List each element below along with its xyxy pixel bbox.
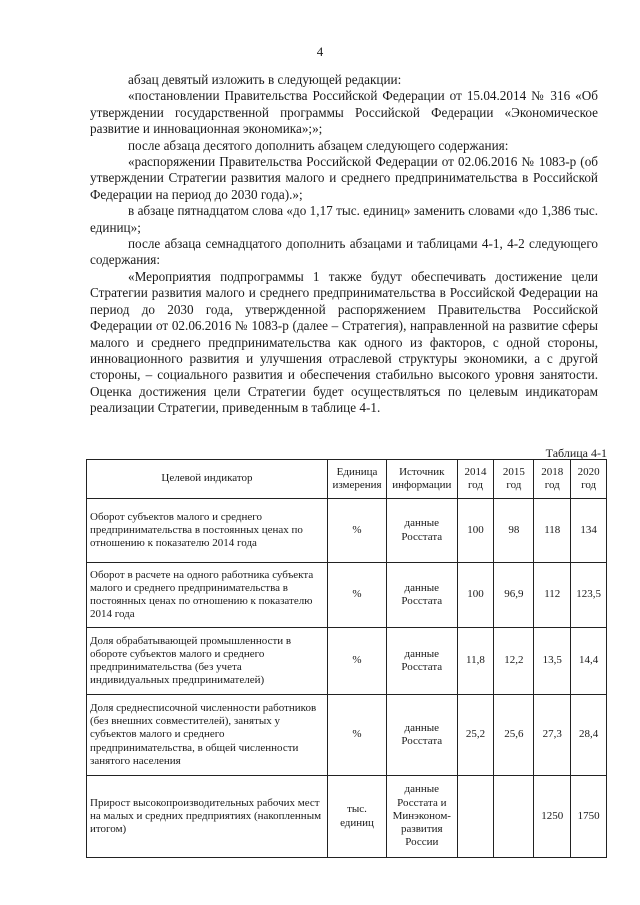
table-row <box>87 563 607 628</box>
cell-2014: 100 <box>457 563 494 628</box>
cell-unit: тыс. единиц <box>327 776 386 858</box>
cell-source: данные Росстата <box>387 563 458 628</box>
cell-unit: % <box>327 499 386 563</box>
header-2018: 2018 год <box>534 460 571 499</box>
paragraph: в абзаце пятнадцатом слова «до 1,17 тыс. единиц» заменить словами «до 1,386 тыс. единиц»; <box>90 203 598 235</box>
table-row <box>87 628 607 695</box>
header-indicator: Целевой индикатор <box>87 460 328 499</box>
cell-indicator: Доля обрабатывающей промышленности в обороте субъектов малого и среднего предпринимательства (без учета индивидуальных предпринимателей) <box>87 628 328 695</box>
cell-2014: 25,2 <box>457 695 494 776</box>
cell-source: данные Росстата <box>387 628 458 695</box>
cell-2015: 12,2 <box>494 628 534 695</box>
table-row <box>87 776 607 858</box>
cell-unit: % <box>327 563 386 628</box>
header-unit: Единица измерения <box>327 460 386 499</box>
table-header-row <box>87 460 607 499</box>
table-row <box>87 695 607 776</box>
paragraph: после абзаца десятого дополнить абзацем следующего содержания: <box>128 137 509 153</box>
cell-2020: 14,4 <box>571 628 607 695</box>
cell-2015: 25,6 <box>494 695 534 776</box>
header-source: Источник информации <box>387 460 458 499</box>
cell-2014: 11,8 <box>457 628 494 695</box>
header-2015: 2015 год <box>494 460 534 499</box>
paragraph: «Мероприятия подпрограммы 1 также будут обеспечивать достижение цели Стратегии развития малого и среднего предпринимательства в Российской Федерации на период до 2030 года, утвержденной распоряжением Правительства Российской Федерации от 02.06.2016 № 1083-р (далее – Стратегия), направленной на развитие сферы малого и среднего предпринимательства как одного из факторов, с одной стороны, инновационного развития и улучшения отраслевой структуры экономики, а с другой стороны, – социального развития и обеспечения стабильно высокого уровня занятости. Оценка достижения цели Стратегии будет осуществляться по целевым индикаторам реализации Стратегии, приведенным в таблице 4-1. <box>90 268 598 416</box>
header-2020: 2020 год <box>571 460 607 499</box>
cell-indicator: Оборот субъектов малого и среднего предпринимательства в постоянных ценах по отношению к показателю 2014 года <box>87 499 328 563</box>
table-row <box>87 499 607 563</box>
cell-2020: 123,5 <box>571 563 607 628</box>
paragraph: «постановлении Правительства Российской Федерации от 15.04.2014 № 316 «Об утверждении государственной программы Российской Федерации «Экономическое развитие и инновационная экономика»;»; <box>90 88 598 137</box>
header-2014: 2014 год <box>457 460 494 499</box>
cell-2014: 100 <box>457 499 494 563</box>
cell-2015: 98 <box>494 499 534 563</box>
cell-unit: % <box>327 628 386 695</box>
cell-2018: 1250 <box>534 776 571 858</box>
cell-source: данные Росстата <box>387 499 458 563</box>
paragraph: после абзаца семнадцатого дополнить абзацами и таблицами 4-1, 4-2 следующего содержания: <box>90 236 598 268</box>
cell-2014 <box>457 776 494 858</box>
cell-2018: 112 <box>534 563 571 628</box>
cell-2018: 13,5 <box>534 628 571 695</box>
paragraph: «распоряжении Правительства Российской Федерации от 02.06.2016 № 1083-р (об утверждении Стратегии развития малого и среднего предпринимательства в Российской Федерации на период до 2030 года).»; <box>90 154 598 202</box>
paragraph: абзац девятый изложить в следующей редакции: <box>128 72 402 87</box>
page-number: 4 <box>316 44 324 59</box>
cell-source: данные Росстата и Минэконом-развития России <box>387 776 458 858</box>
cell-2018: 27,3 <box>534 695 571 776</box>
table-caption: Таблица 4-1 <box>545 446 607 460</box>
cell-source: данные Росстата <box>387 695 458 776</box>
cell-indicator: Прирост высокопроизводительных рабочих мест на малых и средних предприятиях (накопленным итогом) <box>87 776 328 858</box>
cell-2020: 1750 <box>571 776 607 858</box>
cell-2015 <box>494 776 534 858</box>
body-text <box>90 72 598 417</box>
cell-2018: 118 <box>534 499 571 563</box>
cell-unit: % <box>327 695 386 776</box>
indicators-table <box>86 459 607 858</box>
cell-2015: 96,9 <box>494 563 534 628</box>
cell-2020: 134 <box>571 499 607 563</box>
cell-indicator: Оборот в расчете на одного работника субъекта малого и среднего предпринимательства в постоянных ценах по отношению к показателю 2014 года <box>87 563 328 628</box>
cell-indicator: Доля среднесписочной численности работников (без внешних совместителей), занятых у субъектов малого и среднего предпринимательства, в общей численности занятого населения <box>87 695 328 776</box>
cell-2020: 28,4 <box>571 695 607 776</box>
